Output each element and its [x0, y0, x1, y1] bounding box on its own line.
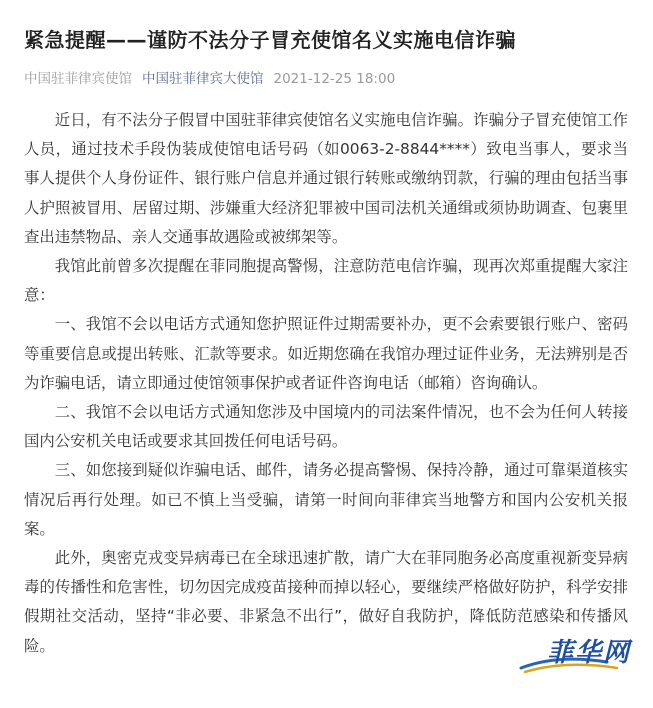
article-title: 紧急提醒——谨防不法分子冒充使馆名义实施电信诈骗 — [24, 28, 516, 52]
article-body — [24, 106, 628, 661]
paragraph: 我馆此前曾多次提醒在菲同胞提高警惕，注意防范电信诈骗，现再次郑重提醒大家注意： — [24, 257, 628, 305]
watermark-text: 菲华网 — [546, 638, 631, 668]
paragraph: 一、我馆不会以电话方式通知您护照证件过期需要补办，更不会索要银行账户、密码等重要信息或提出转账、汇款等要求。如近期您确在我馆办理过证件业务，无法辨别是否为诈骗电话，请立即通过使馆领事保护或者证件咨询电话（邮箱）咨询确认。 — [24, 315, 628, 392]
article-meta — [24, 66, 629, 92]
paragraph: 二、我馆不会以电话方式通知您涉及中国境内的司法案件情况，也不会为任何人转接国内公安机关电话或要求其回拨任何电话号码。 — [24, 403, 628, 451]
paragraph: 此外，奥密克戎变异病毒已在全球迅速扩散，请广大在菲同胞务必高度重视新变异病毒的传播性和危害性，切勿因完成疫苗接种而掉以轻心，要继续严格做好防护，科学安排假期社交活动，坚持“非必要、非紧急不出行”，做好自我防护，降低防范感染和传播风险。 — [24, 549, 628, 655]
article-source: 中国驻菲律宾使馆 — [24, 71, 132, 87]
watermark-logo — [517, 624, 647, 674]
publish-date: 2021-12-25 18:00 — [273, 71, 396, 87]
paragraph: 三、如您接到疑似诈骗电话、邮件，请务必提高警惕、保持冷静，通过可靠渠道核实情况后再行处理。如已不慎上当受骗，请第一时间向菲律宾当地警方和国内公安机关报案。 — [24, 461, 628, 538]
account-name-link[interactable]: 中国驻菲律宾大使馆 — [142, 71, 264, 87]
paragraph: 近日，有不法分子假冒中国驻菲律宾使馆名义实施电信诈骗。诈骗分子冒充使馆工作人员，通过技术手段伪装成使馆电话号码（如0063-2-8844****）致电当事人，要求当事人提供个人身份证件、银行账户信息并通过银行转账或缴纳罚款，行骗的理由包括当事人护照被冒用、居留过期、涉嫌重大经济犯罪被中国司法机关通缉或须协助调查、包裹里查出违禁物品、亲人交通事故遇险或被绑架等。 — [24, 111, 628, 246]
